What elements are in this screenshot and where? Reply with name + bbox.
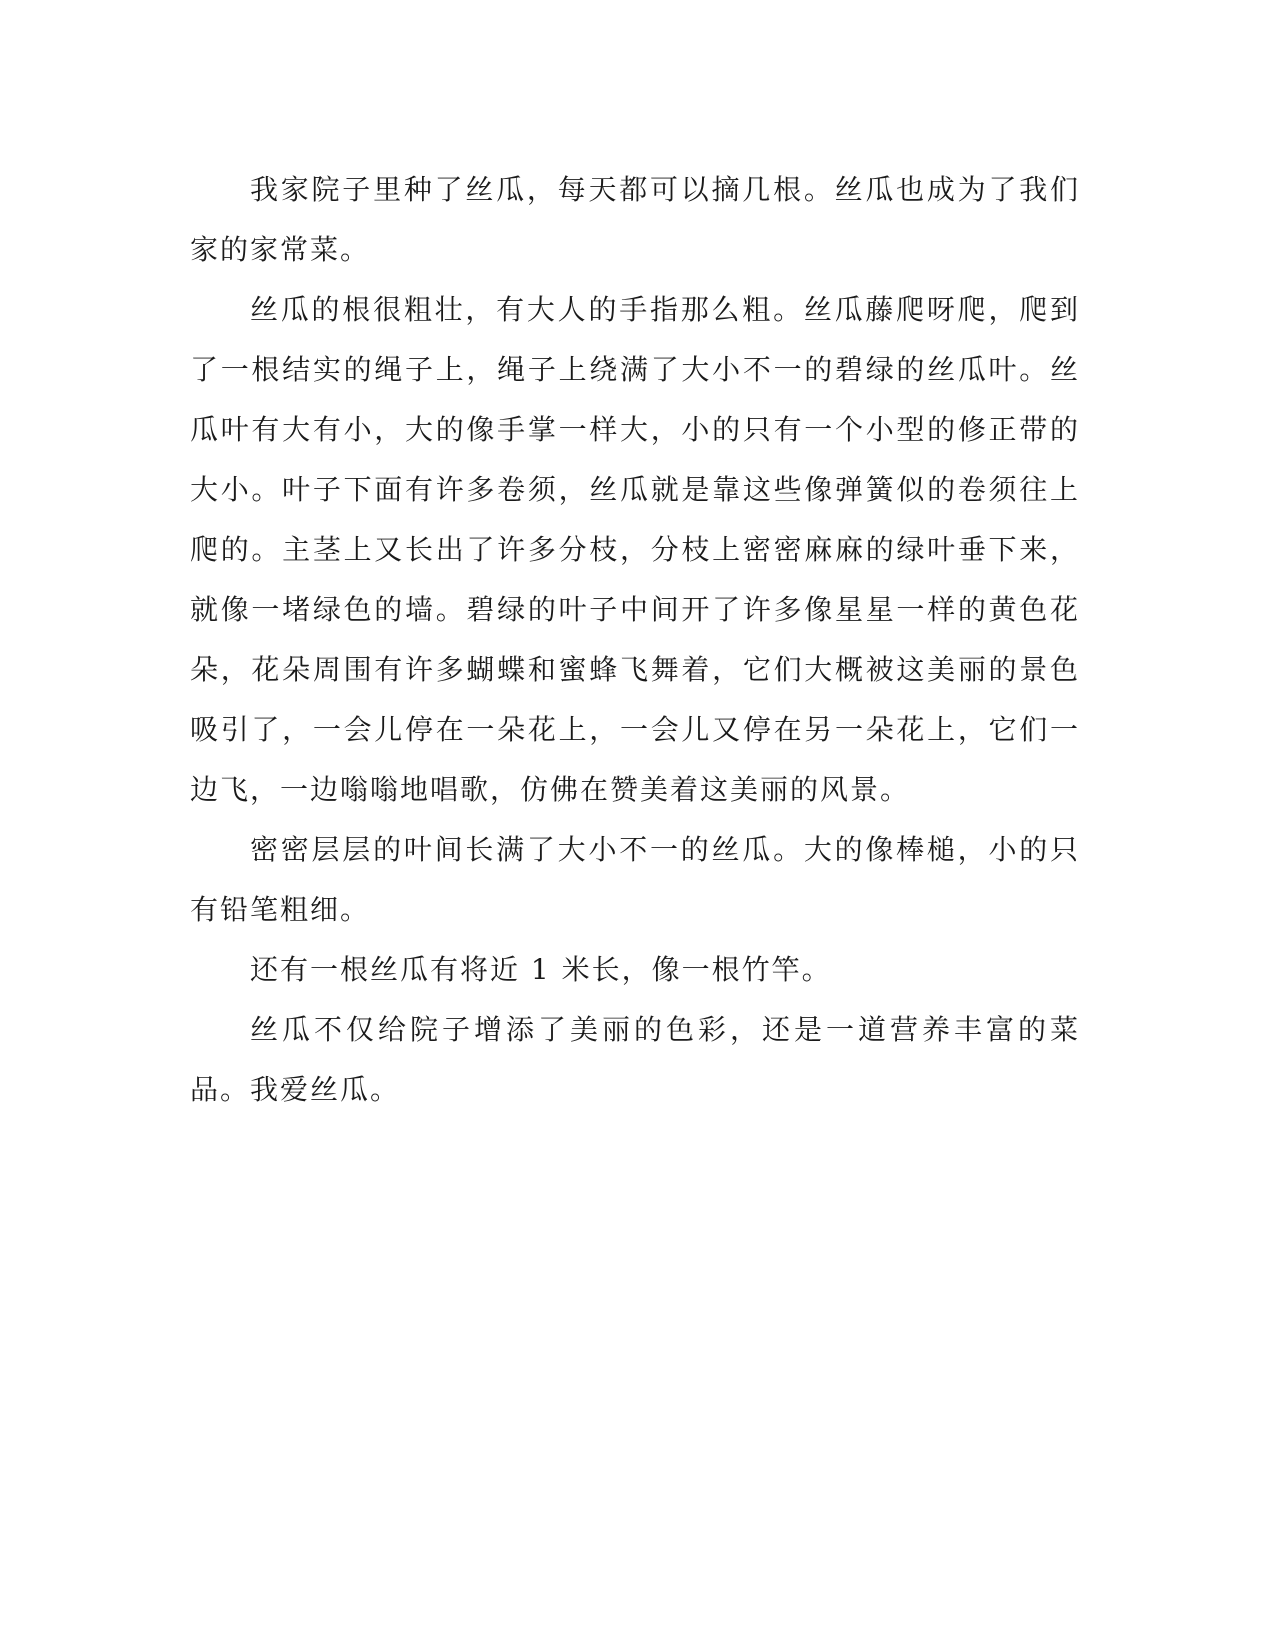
paragraph-5: 丝瓜不仅给院子增添了美丽的色彩，还是一道营养丰富的菜品。我爱丝瓜。 (190, 1013, 1080, 1106)
paragraph-2: 丝瓜的根很粗壮，有大人的手指那么粗。丝瓜藤爬呀爬，爬到了一根结实的绳子上，绳子上绕满了大小不一的碧绿的丝瓜叶。丝瓜叶有大有小，大的像手掌一样大，小的只有一个小型的修正带的大小。叶子下面有许多卷须，丝瓜就是靠这些像弹簧似的卷须往上爬的。主茎上又长出了许多分枝，分枝上密密麻麻的绿叶垂下来，就像一堵绿色的墙。碧绿的叶子中间开了许多像星星一样的黄色花朵，花朵周围有许多蝴蝶和蜜蜂飞舞着，它们大概被这美丽的景色吸引了，一会儿停在一朵花上，一会儿又停在另一朵花上，它们一边飞，一边嗡嗡地唱歌，仿佛在赞美着这美丽的风景。 (190, 293, 1080, 806)
paragraph-1: 我家院子里种了丝瓜，每天都可以摘几根。丝瓜也成为了我们家的家常菜。 (190, 173, 1080, 266)
paragraph-4: 还有一根丝瓜有将近 1 米长，像一根竹竿。 (250, 953, 832, 986)
document-body (190, 160, 1080, 1120)
paragraph-3: 密密层层的叶间长满了大小不一的丝瓜。大的像棒槌，小的只有铅笔粗细。 (190, 833, 1080, 926)
